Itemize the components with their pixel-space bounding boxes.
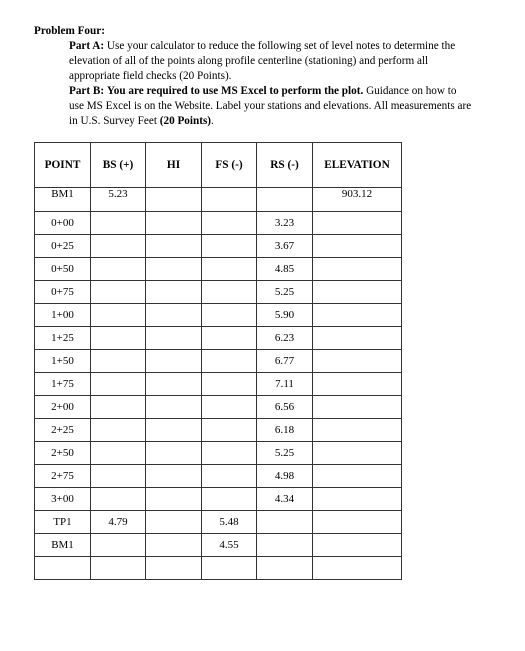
cell-bs [91,442,146,465]
cell-bs [91,304,146,327]
cell-point [35,557,91,580]
cell-hi [146,188,202,212]
header-elevation: ELEVATION [313,143,402,188]
cell-hi [146,327,202,350]
cell-fs [202,465,257,488]
cell-fs [202,350,257,373]
cell-rs: 4.98 [257,465,313,488]
table-row [35,304,402,327]
cell-point: 0+50 [35,258,91,281]
cell-elevation [313,258,402,281]
cell-bs [91,235,146,258]
table-row [35,442,402,465]
table-row [35,235,402,258]
cell-elevation: 903.12 [313,188,402,212]
cell-fs [202,235,257,258]
cell-fs [202,327,257,350]
cell-fs [202,373,257,396]
table-row [35,281,402,304]
cell-elevation [313,304,402,327]
part-a-label: Part A: [69,40,105,52]
cell-bs [91,534,146,557]
table-row [35,258,402,281]
cell-hi [146,212,202,235]
cell-fs [202,188,257,212]
cell-rs [257,511,313,534]
cell-fs [202,557,257,580]
cell-rs: 4.85 [257,258,313,281]
cell-bs [91,396,146,419]
level-notes-table [34,142,402,580]
cell-rs: 3.23 [257,212,313,235]
table-row [35,534,402,557]
part-a-text: Use your calculator to reduce the following set of level notes to determine the elevation of all of the points along profile centerline (stationing) and perform all appropriate field checks (20 Points). [69,40,456,82]
cell-fs [202,304,257,327]
part-b-label: Part B: [69,85,105,97]
cell-fs [202,419,257,442]
cell-fs [202,488,257,511]
cell-hi [146,534,202,557]
table-row [35,373,402,396]
cell-point: BM1 [35,188,91,212]
cell-hi [146,465,202,488]
cell-hi [146,557,202,580]
cell-hi [146,419,202,442]
table-row [35,188,402,212]
cell-point: 0+00 [35,212,91,235]
cell-fs [202,396,257,419]
cell-elevation [313,442,402,465]
header-hi: HI [146,143,202,188]
cell-fs [202,258,257,281]
cell-fs [202,442,257,465]
cell-elevation [313,557,402,580]
cell-elevation [313,327,402,350]
cell-elevation [313,465,402,488]
cell-rs: 4.34 [257,488,313,511]
cell-hi [146,373,202,396]
table-row [35,488,402,511]
table-header-row [35,143,402,188]
cell-point: 1+25 [35,327,91,350]
table-row [35,557,402,580]
cell-point: TP1 [35,511,91,534]
cell-rs [257,534,313,557]
part-b-bold-text: You are required to use MS Excel to perform the plot. [106,85,364,97]
cell-rs: 6.77 [257,350,313,373]
cell-point: 1+75 [35,373,91,396]
cell-elevation [313,534,402,557]
cell-elevation [313,212,402,235]
table-row [35,396,402,419]
cell-hi [146,442,202,465]
cell-hi [146,350,202,373]
header-rs: RS (-) [257,143,313,188]
cell-rs: 5.25 [257,281,313,304]
cell-bs [91,373,146,396]
cell-hi [146,304,202,327]
cell-hi [146,281,202,304]
cell-bs: 5.23 [91,188,146,212]
table-row [35,350,402,373]
table-row [35,465,402,488]
table-row [35,212,402,235]
cell-hi [146,511,202,534]
table-row [35,511,402,534]
header-point: POINT [35,143,91,188]
cell-hi [146,488,202,511]
cell-rs: 5.25 [257,442,313,465]
cell-rs: 6.56 [257,396,313,419]
cell-bs: 4.79 [91,511,146,534]
cell-rs: 3.67 [257,235,313,258]
part-b-points: (20 Points) [159,115,212,127]
cell-rs [257,557,313,580]
cell-bs [91,557,146,580]
problem-title: Problem Four: [34,25,105,37]
cell-hi [146,258,202,281]
cell-elevation [313,350,402,373]
cell-point: 1+00 [35,304,91,327]
header-fs: FS (-) [202,143,257,188]
cell-bs [91,212,146,235]
cell-fs: 4.55 [202,534,257,557]
problem-statement [34,24,474,129]
cell-bs [91,327,146,350]
header-bs: BS (+) [91,143,146,188]
cell-point: 2+50 [35,442,91,465]
cell-point: 2+75 [35,465,91,488]
cell-rs [257,188,313,212]
cell-rs: 6.18 [257,419,313,442]
cell-bs [91,465,146,488]
cell-hi [146,235,202,258]
cell-bs [91,258,146,281]
cell-point: 0+25 [35,235,91,258]
part-b: Part B: You are required to use MS Excel to perform the plot. Guidance on how to use MS Excel is on the Website. Label your stations and elevations. All measurements are in U.S. Survey Feet (20 Points). [69,85,472,127]
table-row [35,327,402,350]
cell-point: 0+75 [35,281,91,304]
table-row [35,419,402,442]
cell-hi [146,396,202,419]
cell-elevation [313,511,402,534]
cell-rs: 5.90 [257,304,313,327]
cell-point: 2+00 [35,396,91,419]
cell-elevation [313,419,402,442]
cell-fs [202,212,257,235]
cell-bs [91,488,146,511]
cell-bs [91,281,146,304]
cell-point: 3+00 [35,488,91,511]
cell-elevation [313,281,402,304]
cell-elevation [313,373,402,396]
cell-rs: 7.11 [257,373,313,396]
cell-bs [91,350,146,373]
cell-fs: 5.48 [202,511,257,534]
cell-bs [91,419,146,442]
part-b-text: Guidance on how to use MS Excel is on the Website. Label your stations and elevations. All measurements are in U.S. Survey Feet [69,85,472,127]
cell-point: 2+25 [35,419,91,442]
cell-elevation [313,488,402,511]
cell-fs [202,281,257,304]
cell-elevation [313,235,402,258]
cell-point: 1+50 [35,350,91,373]
cell-elevation [313,396,402,419]
cell-point: BM1 [35,534,91,557]
cell-rs: 6.23 [257,327,313,350]
part-a [69,39,474,84]
